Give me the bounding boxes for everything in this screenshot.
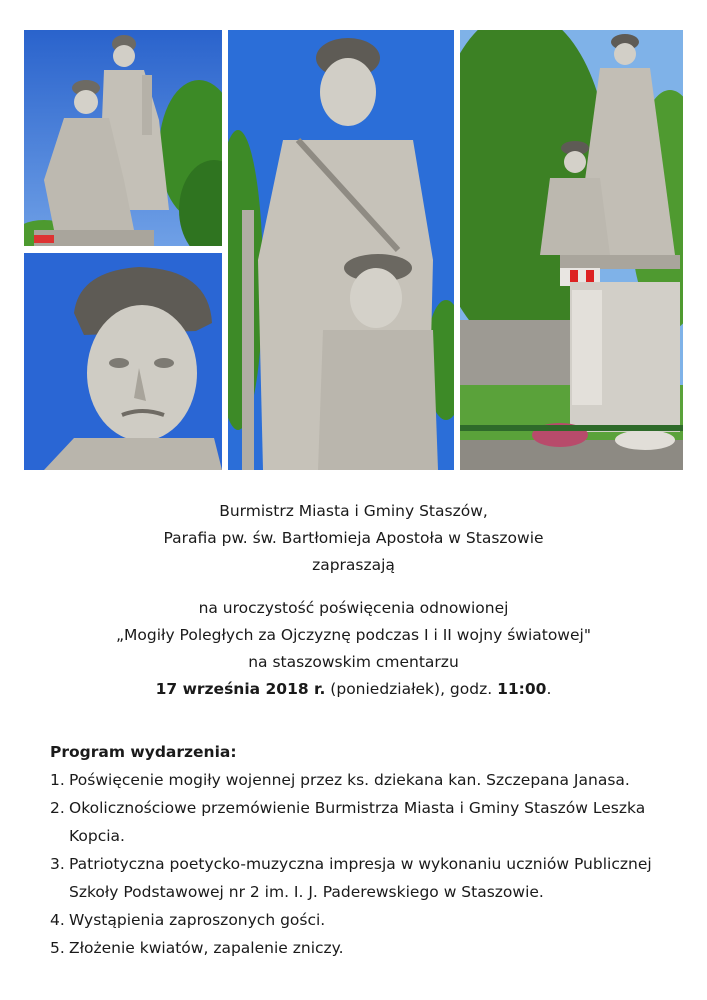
event-location-line: na staszowskim cmentarzu xyxy=(248,653,459,671)
event-date: 17 września 2018 r. xyxy=(155,680,326,698)
event-time: 11:00 xyxy=(497,680,547,698)
event-title-line: „Mogiły Poległych za Ojczyznę podczas I i II wojny światowej" xyxy=(116,626,591,644)
program-item: 2. Okolicznościowe przemówienie Burmistrza Miasta i Gminy Staszów Leszka Kopcia. xyxy=(50,799,646,845)
invitation-invite-line: zapraszają xyxy=(312,556,395,574)
statue-photo-group xyxy=(24,30,222,246)
statue-photo-tall xyxy=(228,30,454,470)
monument-photo-cemetery xyxy=(460,30,683,470)
program-item: 5. Złożenie kwiatów, zapalenie zniczy. xyxy=(50,939,344,957)
program-item: 4. Wystąpienia zaproszonych gości. xyxy=(50,911,326,929)
program-item: 3. Patriotyczna poetycko-muzyczna impresja w wykonaniu uczniów Publicznej Szkoły Podstawowej nr 2 im. I. J. Paderewskiego w Staszowie. xyxy=(50,855,652,901)
event-day: (poniedziałek), godz. xyxy=(325,680,498,698)
event-datetime-line: 17 września 2018 r. (poniedziałek), godz. 11:00. xyxy=(155,680,552,698)
program-section xyxy=(50,738,690,962)
event-description-line: na uroczystość poświęcenia odnowionej xyxy=(198,599,509,617)
program-heading: Program wydarzenia: xyxy=(50,743,237,761)
program-item: 1. Poświęcenie mogiły wojennej przez ks. dziekana kan. Szczepana Janasa. xyxy=(50,771,630,789)
invitation-parish-line: Parafia pw. św. Bartłomieja Apostoła w Staszowie xyxy=(163,529,544,547)
statue-face-closeup xyxy=(24,253,222,470)
invitation-host-line: Burmistrz Miasta i Gminy Staszów, xyxy=(219,502,488,520)
invitation-text xyxy=(0,498,707,703)
